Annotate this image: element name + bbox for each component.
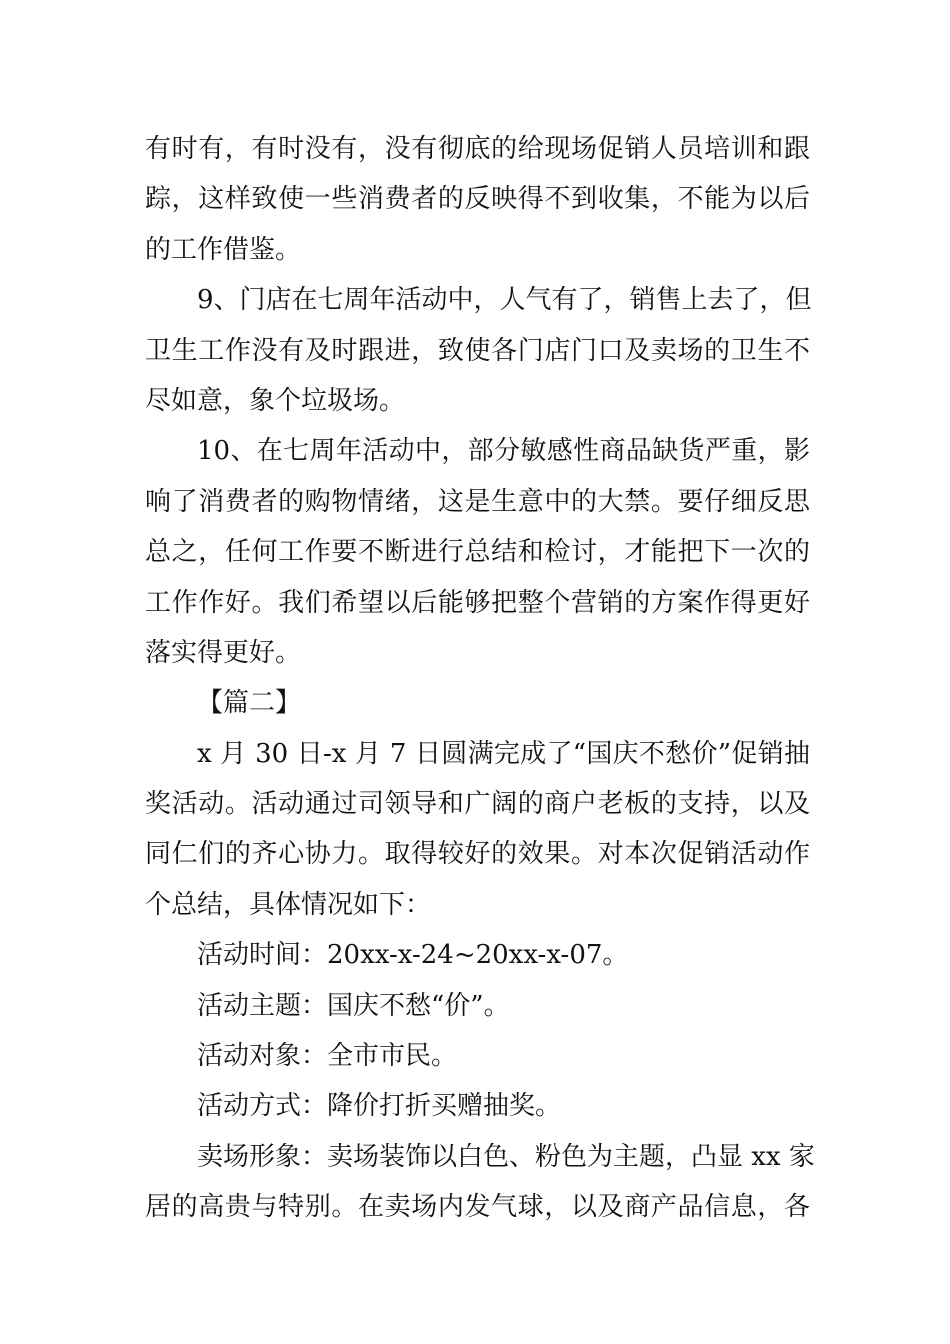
paragraph: [145, 124, 810, 275]
paragraph: [145, 930, 810, 980]
text-line: 总之，任何工作要不断进行总结和检讨，才能把下一次的: [145, 537, 810, 568]
text-line: 的工作借鉴。: [145, 234, 302, 265]
text-line: 同仁们的齐心协力。取得较好的效果。对本次促销活动作: [145, 839, 810, 870]
text-line: 有时有，有时没有，没有彻底的给现场促销人员培训和跟: [145, 134, 810, 164]
text-line: 活动对象：全市市民。: [197, 1041, 458, 1072]
text-line: 落实得更好。: [145, 637, 302, 668]
text-line: 响了消费者的购物情绪，这是生意中的大禁。要仔细反思: [145, 486, 810, 517]
text-line: 活动时间：20xx-x-24~20xx-x-07。: [197, 940, 629, 971]
text-line: 尽如意，象个垃圾场。: [145, 385, 406, 416]
paragraph: [145, 1031, 810, 1081]
paragraph: [145, 729, 810, 931]
text-line: 【篇二】: [197, 688, 302, 719]
text-line: 奖活动。活动通过司领导和广阔的商户老板的支持，以及: [145, 789, 810, 820]
text-line: 个总结，具体情况如下：: [145, 889, 432, 920]
paragraph: [145, 981, 810, 1031]
text-line: 居的高贵与特别。在卖场内发气球，以及商产品信息，各: [145, 1192, 810, 1223]
text-line: 卫生工作没有及时跟进，致使各门店门口及卖场的卫生不: [145, 335, 810, 366]
paragraph: [145, 426, 810, 678]
document-body: [145, 124, 815, 1233]
text-line: x 月 30 日-x 月 7 日圆满完成了“国庆不愁价”促销抽: [197, 738, 810, 769]
text-line: 9、门店在七周年活动中，人气有了，销售上去了，但: [197, 285, 812, 316]
paragraph: [145, 1132, 815, 1233]
paragraph: [145, 275, 810, 426]
text-line: 踪，这样致使一些消费者的反映得不到收集，不能为以后: [145, 184, 810, 215]
text-line: 10、在七周年活动中，部分敏感性商品缺货严重，影: [197, 436, 810, 467]
text-line: 活动方式：降价打折买赠抽奖。: [197, 1091, 562, 1122]
section-heading: [145, 678, 810, 728]
paragraph: [145, 1081, 810, 1131]
text-line: 工作作好。我们希望以后能够把整个营销的方案作得更好: [145, 587, 810, 618]
text-line: 卖场形象：卖场装饰以白色、粉色为主题，凸显 xx 家: [197, 1141, 815, 1172]
text-line: 活动主题：国庆不愁“价”。: [197, 990, 510, 1021]
